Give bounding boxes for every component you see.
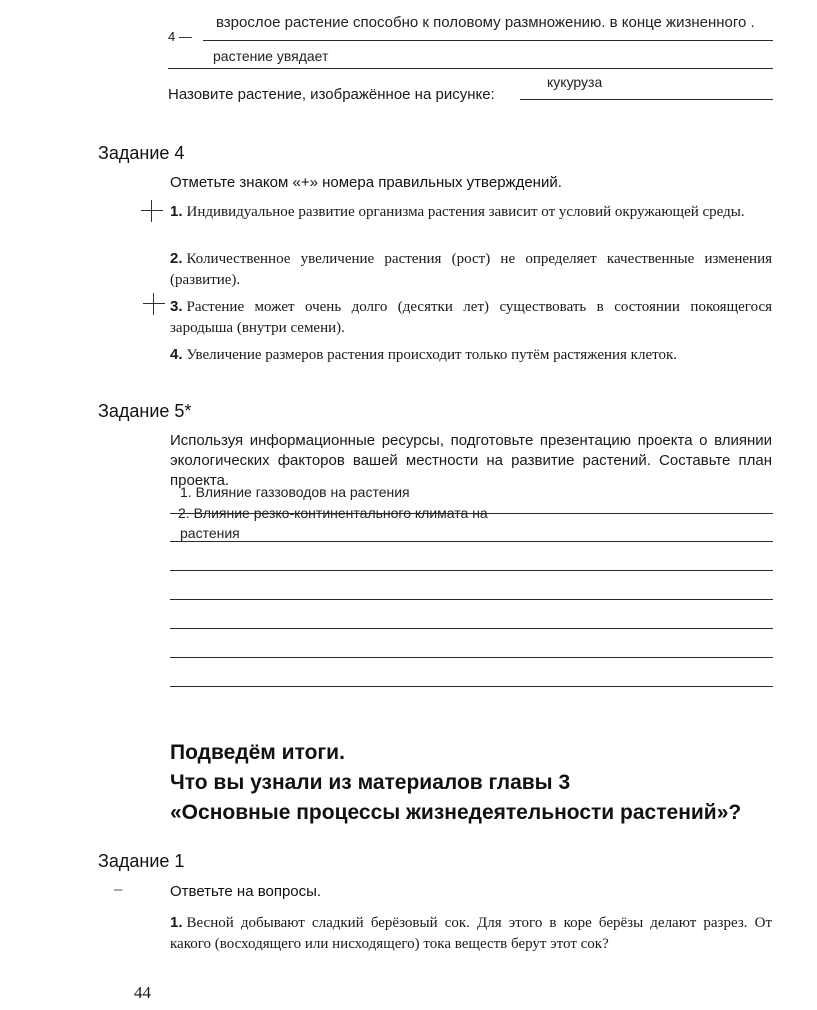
- task-5-title: Задание 5*: [98, 401, 192, 421]
- task-1-title: Задание 1: [98, 851, 185, 871]
- statement-text: Увеличение размеров растения происходит только путём растяжения клеток.: [186, 347, 678, 363]
- answer-line: [170, 541, 773, 542]
- statement-2: [170, 248, 772, 291]
- answer-line: [170, 628, 773, 629]
- answer-line: [170, 570, 773, 571]
- answer-line: [170, 686, 773, 687]
- task-5-instruction: Используя информационные ресурсы, подготовьте презентацию проекта о влиянии экологических факторов вашей местности на развитие растений. Составьте план проекта.: [170, 432, 772, 489]
- summary-line-2: Что вы узнали из материалов главы 3: [170, 771, 571, 794]
- statement-text: Индивидуальное развитие организма растения зависит от условий окружающей среды.: [186, 204, 745, 220]
- margin-dash: –: [114, 881, 123, 898]
- handwritten-answer-line-2: растение увядает: [213, 48, 329, 64]
- statement-4: [170, 344, 772, 366]
- handwritten-plan-line-2: 2. Влияние резко-континентального климата на: [178, 505, 488, 521]
- page-number: 44: [134, 983, 151, 1002]
- answer-line: [203, 40, 773, 41]
- statement-1: [170, 201, 772, 223]
- statement-number: 4.: [170, 346, 183, 363]
- answer-line: [168, 68, 773, 69]
- statement-text: Растение может очень долго (десятки лет) существовать в состоянии покоящегося зародыша (внутри семени).: [170, 299, 772, 336]
- item-number-prefix: 4 —: [168, 29, 192, 44]
- answer-line: [170, 657, 773, 658]
- plus-mark: [141, 200, 163, 222]
- plant-question: Назовите растение, изображённое на рисунке:: [168, 86, 495, 103]
- handwritten-plan-line-1: 1. Влияние газзоводов на растения: [180, 484, 410, 500]
- statement-number: 3.: [170, 298, 183, 315]
- summary-line-3: «Основные процессы жизнедеятельности растений»?: [170, 801, 742, 824]
- task-1-instruction: Ответьте на вопросы.: [170, 883, 322, 900]
- question-1: [170, 912, 772, 955]
- handwritten-answer-line-1: взрослое растение способно к половому размножению. в конце жизненного .: [216, 14, 755, 31]
- summary-line-1: Подведём итоги.: [170, 741, 345, 764]
- statement-number: 2.: [170, 250, 183, 267]
- question-number: 1.: [170, 914, 183, 931]
- statement-3: [170, 296, 772, 339]
- handwritten-plan-line-3: растения: [180, 525, 240, 541]
- task-4-instruction: Отметьте знаком «+» номера правильных утверждений.: [170, 174, 562, 191]
- handwritten-plant-answer: кукуруза: [547, 74, 603, 90]
- task-4-title: Задание 4: [98, 143, 185, 163]
- plus-mark: [143, 293, 165, 315]
- question-text: Весной добывают сладкий берёзовый сок. Для этого в коре берёзы делают разрез. От какого (восходящего или нисходящего) тока веществ берут этот сок?: [170, 915, 772, 952]
- answer-line: [170, 599, 773, 600]
- answer-line: [520, 99, 773, 100]
- statement-text: Количественное увеличение растения (рост) не определяет качественные изменения (развитие).: [170, 251, 772, 288]
- statement-number: 1.: [170, 203, 183, 220]
